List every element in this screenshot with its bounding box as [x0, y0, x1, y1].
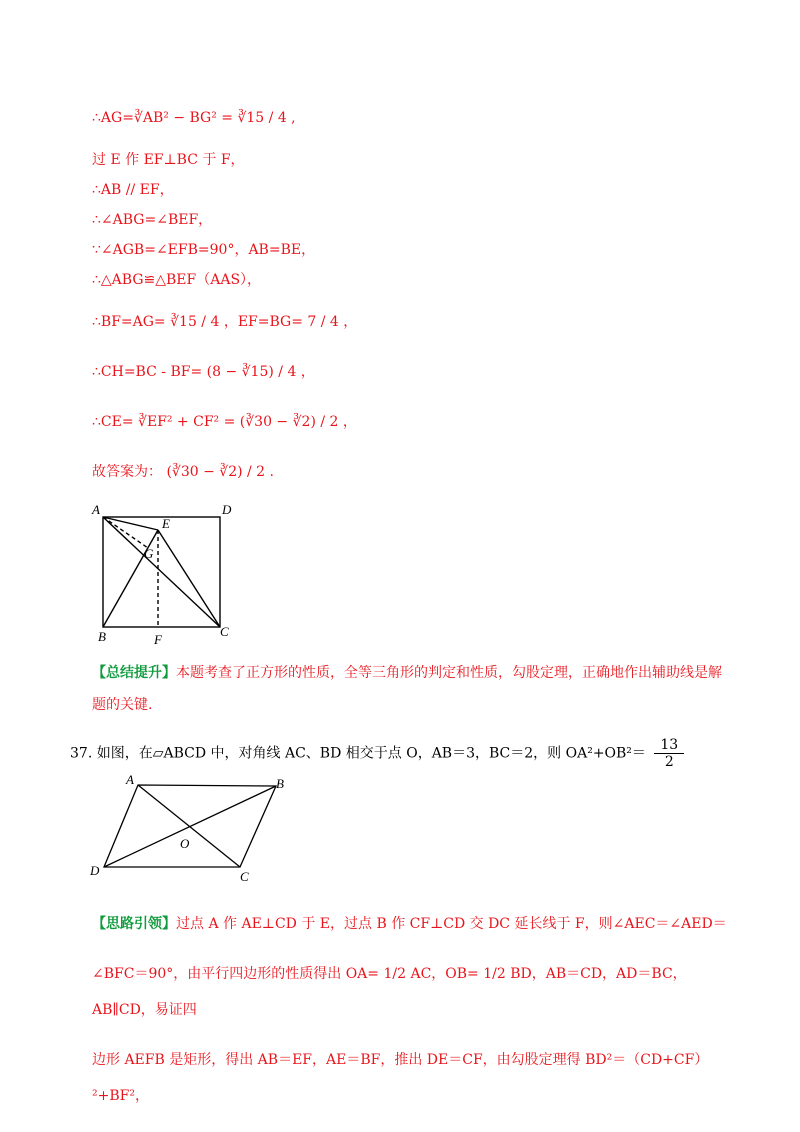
hint-block: [92, 906, 732, 1114]
summary-tag: 【总结提升】: [92, 665, 176, 681]
summary-line-1: [92, 663, 722, 683]
parallelogram-figure: [86, 770, 296, 885]
question-text: 如图，在▱ABCD 中，对角线 AC、BD 相交于点 O，AB＝3，BC＝2，则 OA²+OB²＝: [96, 745, 646, 762]
label-d: D: [90, 863, 100, 878]
label-c: C: [240, 869, 249, 884]
hint-text-1: 过点 A 作 AE⊥CD 于 E，过点 B 作 CF⊥CD 交 DC 延长线于 F，则∠AEC＝∠AED＝: [176, 916, 727, 932]
diagonal-bd: [104, 786, 276, 867]
question-answer: [654, 737, 684, 770]
label-a: A: [92, 502, 100, 517]
label-g: G: [144, 546, 154, 561]
hint-line-1: [92, 906, 732, 942]
solution-line-3: ∴AB // EF，: [92, 182, 174, 198]
diagonal-ac: [103, 517, 220, 627]
hint-tag: 【思路引领】: [92, 916, 176, 932]
solution-line-2: 过 E 作 EF⊥BC 于 F，: [92, 152, 245, 168]
solution-line-4: ∴∠ABG=∠BEF，: [92, 212, 213, 228]
label-b: B: [98, 629, 106, 644]
hint-line-2: ∠BFC＝90°，由平行四边形的性质得出 OA= 1/2 AC，OB= 1/2 BD，AB＝CD，AD＝BC，AB∥CD，易证四: [92, 966, 687, 1018]
label-e: E: [162, 516, 170, 531]
solution-line-7: ∴BF=AG= ∛15 / 4 ，EF=BG= 7 / 4 ，: [92, 314, 358, 330]
solution-line-10: 故答案为： (∛30 − ∛2) / 2 .: [92, 464, 274, 480]
solution-line-5: ∵∠AGB=∠EFB=90°，AB=BE，: [92, 242, 316, 258]
summary-text-1: 本题考查了正方形的性质，全等三角形的判定和性质，勾股定理，正确地作出辅助线是解: [176, 665, 722, 681]
solution-line-9: ∴CE= ∛EF² + CF² = (∛30 − ∛2) / 2 ，: [92, 414, 357, 430]
solution-line-8: ∴CH=BC - BF= (8 − ∛15) / 4 ，: [92, 364, 315, 380]
diagonal-ac: [138, 785, 240, 867]
solution-line-6: ∴△ABG≌△BEF（AAS），: [92, 272, 262, 288]
answer-denominator: 2: [664, 754, 674, 770]
label-c: C: [220, 624, 229, 639]
square-figure: [88, 500, 248, 648]
segment-be: [103, 530, 158, 627]
label-a: A: [126, 772, 134, 787]
summary-line-2: 题的关键.: [92, 697, 153, 713]
label-o: O: [180, 836, 190, 851]
segment-ec: [158, 530, 220, 627]
question-number: 37.: [70, 745, 93, 762]
label-b: B: [276, 776, 284, 791]
hint-line-3: 边形 AEFB 是矩形，得出 AB＝EF，AE＝BF，推出 DE＝CF，由勾股定理得 BD²＝（CD+CF）²+BF²，: [92, 1052, 709, 1104]
solution-line-1: ∴AG=∛AB² − BG² = ∛15 / 4 ,: [92, 110, 296, 126]
label-d: D: [222, 502, 232, 517]
answer-numerator: 13: [654, 737, 684, 754]
question-37: [70, 737, 688, 770]
label-f: F: [154, 632, 162, 647]
